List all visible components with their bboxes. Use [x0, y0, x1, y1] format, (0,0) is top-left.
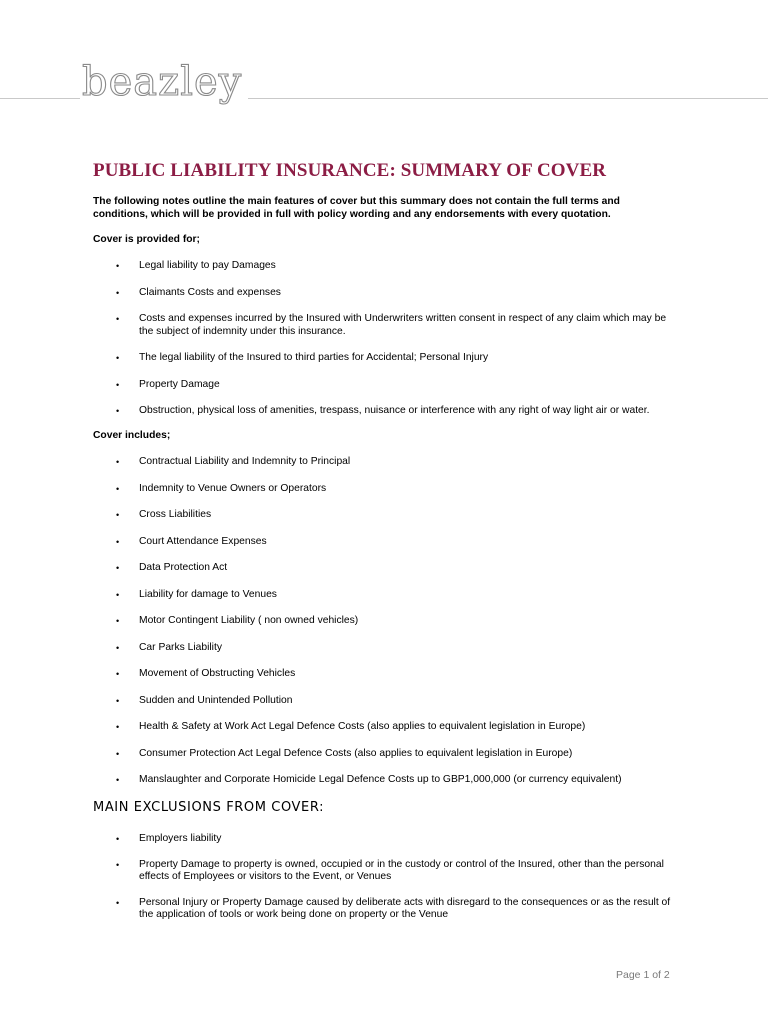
list-item: • Motor Contingent Liability ( non owned vehicles) — [116, 615, 359, 626]
list-item: • Health & Safety at Work Act Legal Defence Costs (also applies to equivalent legislation in Europe) — [116, 721, 586, 732]
cover-provided-label: Cover is provided for; — [93, 234, 200, 245]
bullet-icon: • — [116, 353, 120, 363]
list-item: • Personal Injury or Property Damage caused by deliberate acts with disregard to the consequences or as the result of the application of tools or work being done on property or the Venue — [116, 896, 671, 920]
bullet-icon: • — [116, 695, 120, 706]
bullet-icon: • — [116, 642, 120, 653]
list-item: • Claimants Costs and expenses — [116, 286, 281, 298]
bullet-icon: • — [116, 669, 120, 679]
bullet-icon: • — [116, 563, 120, 573]
list-item: • The legal liability of the Insured to third parties for Accidental; Personal Injury — [116, 352, 489, 363]
cover-includes-label: Cover includes; — [93, 430, 171, 441]
list-item: • Manslaughter and Corporate Homicide Legal Defence Costs up to GBP1,000,000 (or currency equivalent) — [116, 774, 622, 785]
list-item: • Contractual Liability and Indemnity to Principal — [116, 456, 351, 467]
bullet-icon: • — [116, 287, 120, 298]
exclusions-heading: MAIN EXCLUSIONS FROM COVER: — [93, 800, 325, 815]
list-item: • Car Parks Liability — [116, 641, 222, 653]
list-item: • Indemnity to Venue Owners or Operators — [116, 482, 327, 494]
bullet-icon: • — [116, 834, 120, 844]
exclusions-list — [0, 833, 679, 935]
bullet-icon: • — [116, 775, 120, 785]
list-item: • Property Damage — [116, 378, 220, 390]
bullet-icon: • — [116, 748, 120, 759]
bullet-icon: • — [116, 859, 120, 870]
bullet-icon: • — [116, 314, 120, 324]
list-item: • Consumer Protection Act Legal Defence Costs (also applies to equivalent legislation in Europe) — [116, 747, 573, 759]
bullet-icon: • — [116, 483, 120, 494]
bullet-icon: • — [116, 722, 120, 732]
bullet-icon: • — [116, 261, 120, 271]
cover-provided-list — [0, 260, 679, 432]
beazley-logo: beazley — [80, 62, 248, 102]
bullet-icon: • — [116, 897, 120, 908]
bullet-icon: • — [116, 510, 120, 520]
list-item: • Liability for damage to Venues — [116, 588, 277, 600]
bullet-icon: • — [116, 457, 120, 467]
list-item: • Employers liability — [116, 833, 222, 844]
bullet-icon: • — [116, 616, 120, 626]
list-item: • Costs and expenses incurred by the Insured with Underwriters written consent in respect of any claim which may be the subject of indemnity under this insurance. — [116, 313, 667, 337]
list-item: • Court Attendance Expenses — [116, 535, 267, 547]
list-item: • Obstruction, physical loss of amenities, trespass, nuisance or interference with any right of way light air or water. — [116, 405, 650, 416]
cover-includes-list — [0, 456, 679, 801]
list-item: • Movement of Obstructing Vehicles — [116, 668, 296, 679]
bullet-icon: • — [116, 589, 120, 600]
page-number: Page 1 of 2 — [616, 969, 670, 981]
list-item: • Legal liability to pay Damages — [116, 260, 276, 271]
bullet-icon: • — [116, 536, 120, 547]
list-item: • Sudden and Unintended Pollution — [116, 694, 293, 706]
page-title: PUBLIC LIABILITY INSURANCE: SUMMARY OF COVER — [93, 160, 607, 181]
bullet-icon: • — [116, 406, 120, 416]
list-item: • Cross Liabilities — [116, 509, 212, 520]
intro-paragraph: The following notes outline the main features of cover but this summary does not contain the full terms and conditions, which will be provided in full with policy wording and any endorsements with every quotation. — [93, 196, 620, 220]
list-item: • Property Damage to property is owned, occupied or in the custody or control of the Insured, other than the personal effects of Employees or visitors to the Event, or Venues — [116, 858, 664, 882]
bullet-icon: • — [116, 379, 120, 390]
list-item: • Data Protection Act — [116, 562, 228, 573]
